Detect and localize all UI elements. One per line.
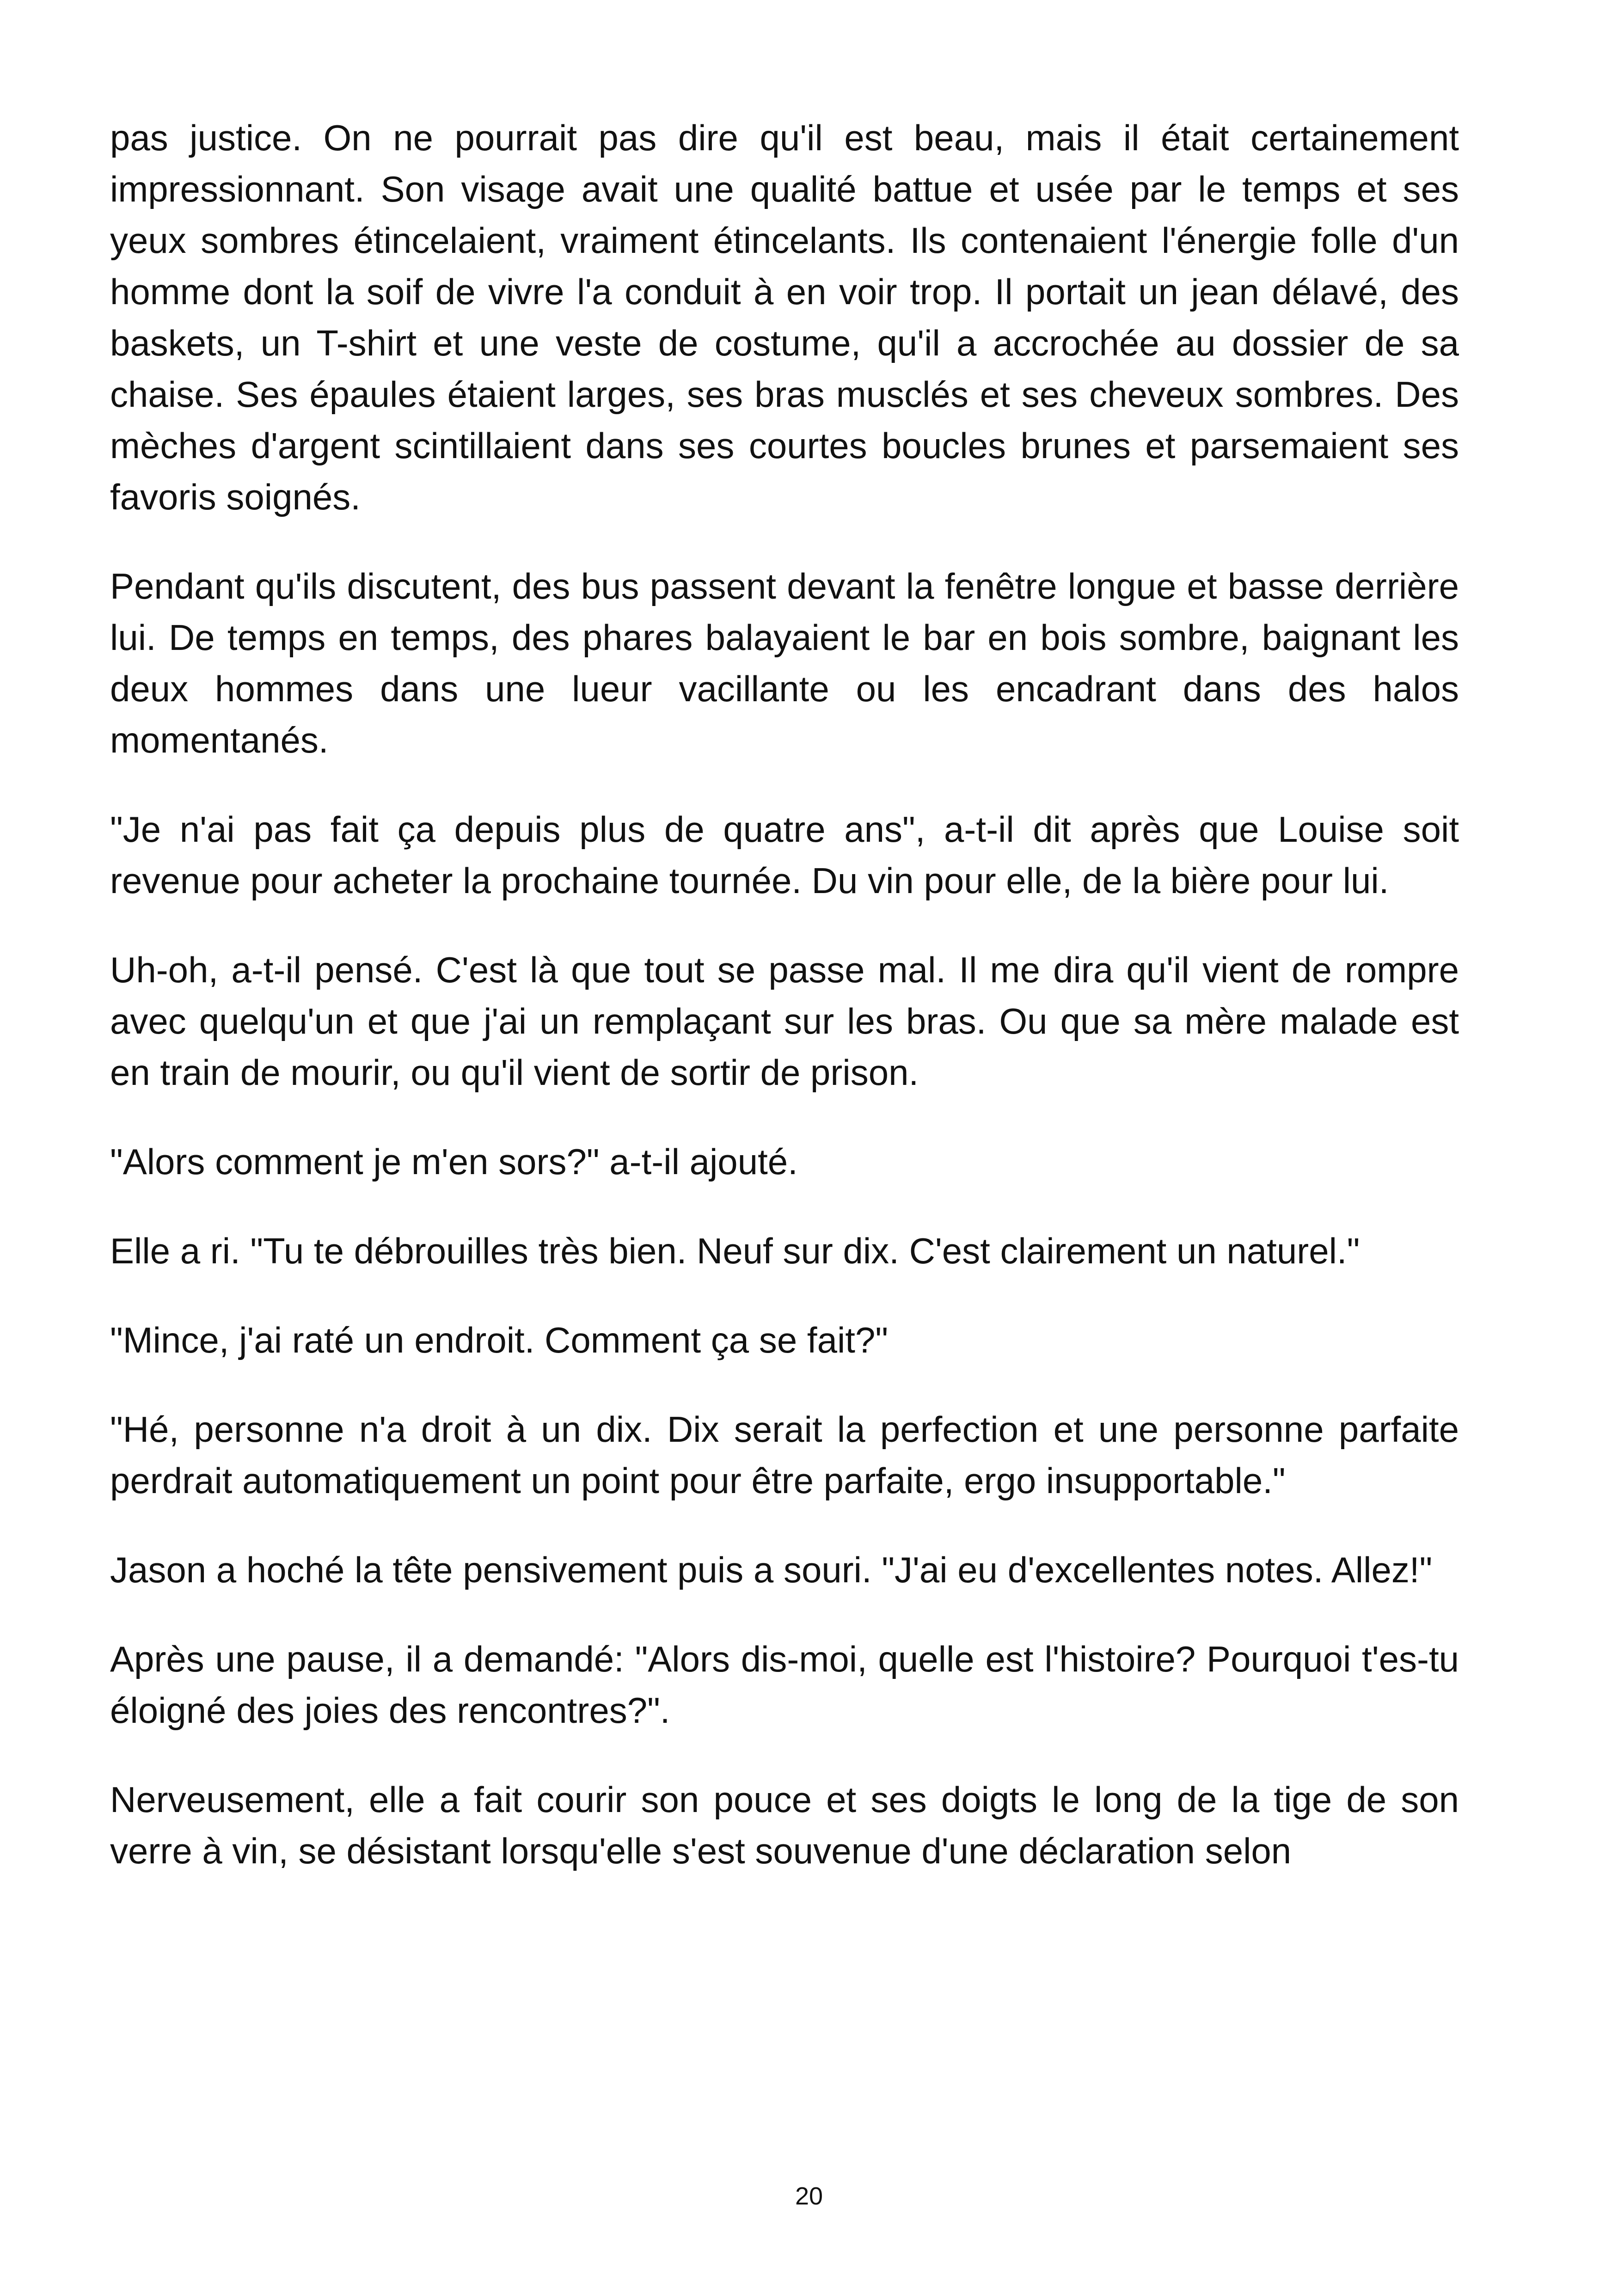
paragraph: "Mince, j'ai raté un endroit. Comment ça se fait?" [110, 1320, 889, 1360]
paragraph: Elle a ri. "Tu te débrouilles très bien. Neuf sur dix. C'est clairement un naturel." [110, 1231, 1360, 1271]
paragraph: pas justice. On ne pourrait pas dire qu'il est beau, mais il était certainement impressionnant. Son visage avait une qualité battue et usée par le temps et ses yeux sombres étincelaient, vraiment étincelants. Ils contenaient l'énergie folle d'un homme dont la soif de vivre l'a conduit à en voir trop. Il portait un jean délavé, des baskets, un T-shirt et une veste de costume, qu'il a accrochée au dossier de sa chaise. Ses épaules étaient larges, ses bras musclés et ses cheveux sombres. Des mèches d'argent scintillaient dans ses courtes boucles brunes et parsemaient ses favoris soignés. [110, 117, 1459, 517]
paragraph: "Alors comment je m'en sors?" a-t-il ajouté. [110, 1141, 798, 1182]
paragraph: "Je n'ai pas fait ça depuis plus de quatre ans", a-t-il dit après que Louise soit revenue pour acheter la prochaine tournée. Du vin pour elle, de la bière pour lui. [110, 809, 1459, 901]
paragraph: Uh-oh, a-t-il pensé. C'est là que tout se passe mal. Il me dira qu'il vient de rompre avec quelqu'un et que j'ai un remplaçant sur les bras. Ou que sa mère malade est en train de mourir, ou qu'il vient de sortir de prison. [110, 949, 1459, 1093]
page-number: 20 [795, 2182, 823, 2210]
paragraph: Nerveusement, elle a fait courir son pouce et ses doigts le long de la tige de son verre à vin, se désistant lorsqu'elle s'est souvenue d'une déclaration selon [110, 1779, 1459, 1871]
paragraph: Pendant qu'ils discutent, des bus passent devant la fenêtre longue et basse derrière lui. De temps en temps, des phares balayaient le bar en bois sombre, baignant les deux hommes dans une lueur vacillante ou les encadrant dans des halos momentanés. [110, 566, 1459, 760]
paragraph: "Hé, personne n'a droit à un dix. Dix serait la perfection et une personne parfaite perdrait automatiquement un point pour être parfaite, ergo insupportable." [110, 1409, 1459, 1501]
body-text [110, 112, 1459, 1877]
paragraph: Jason a hoché la tête pensivement puis a souri. "J'ai eu d'excellentes notes. Allez!" [110, 1549, 1433, 1590]
paragraph: Après une pause, il a demandé: "Alors dis-moi, quelle est l'histoire? Pourquoi t'es-tu éloigné des joies des rencontres?". [110, 1639, 1459, 1731]
